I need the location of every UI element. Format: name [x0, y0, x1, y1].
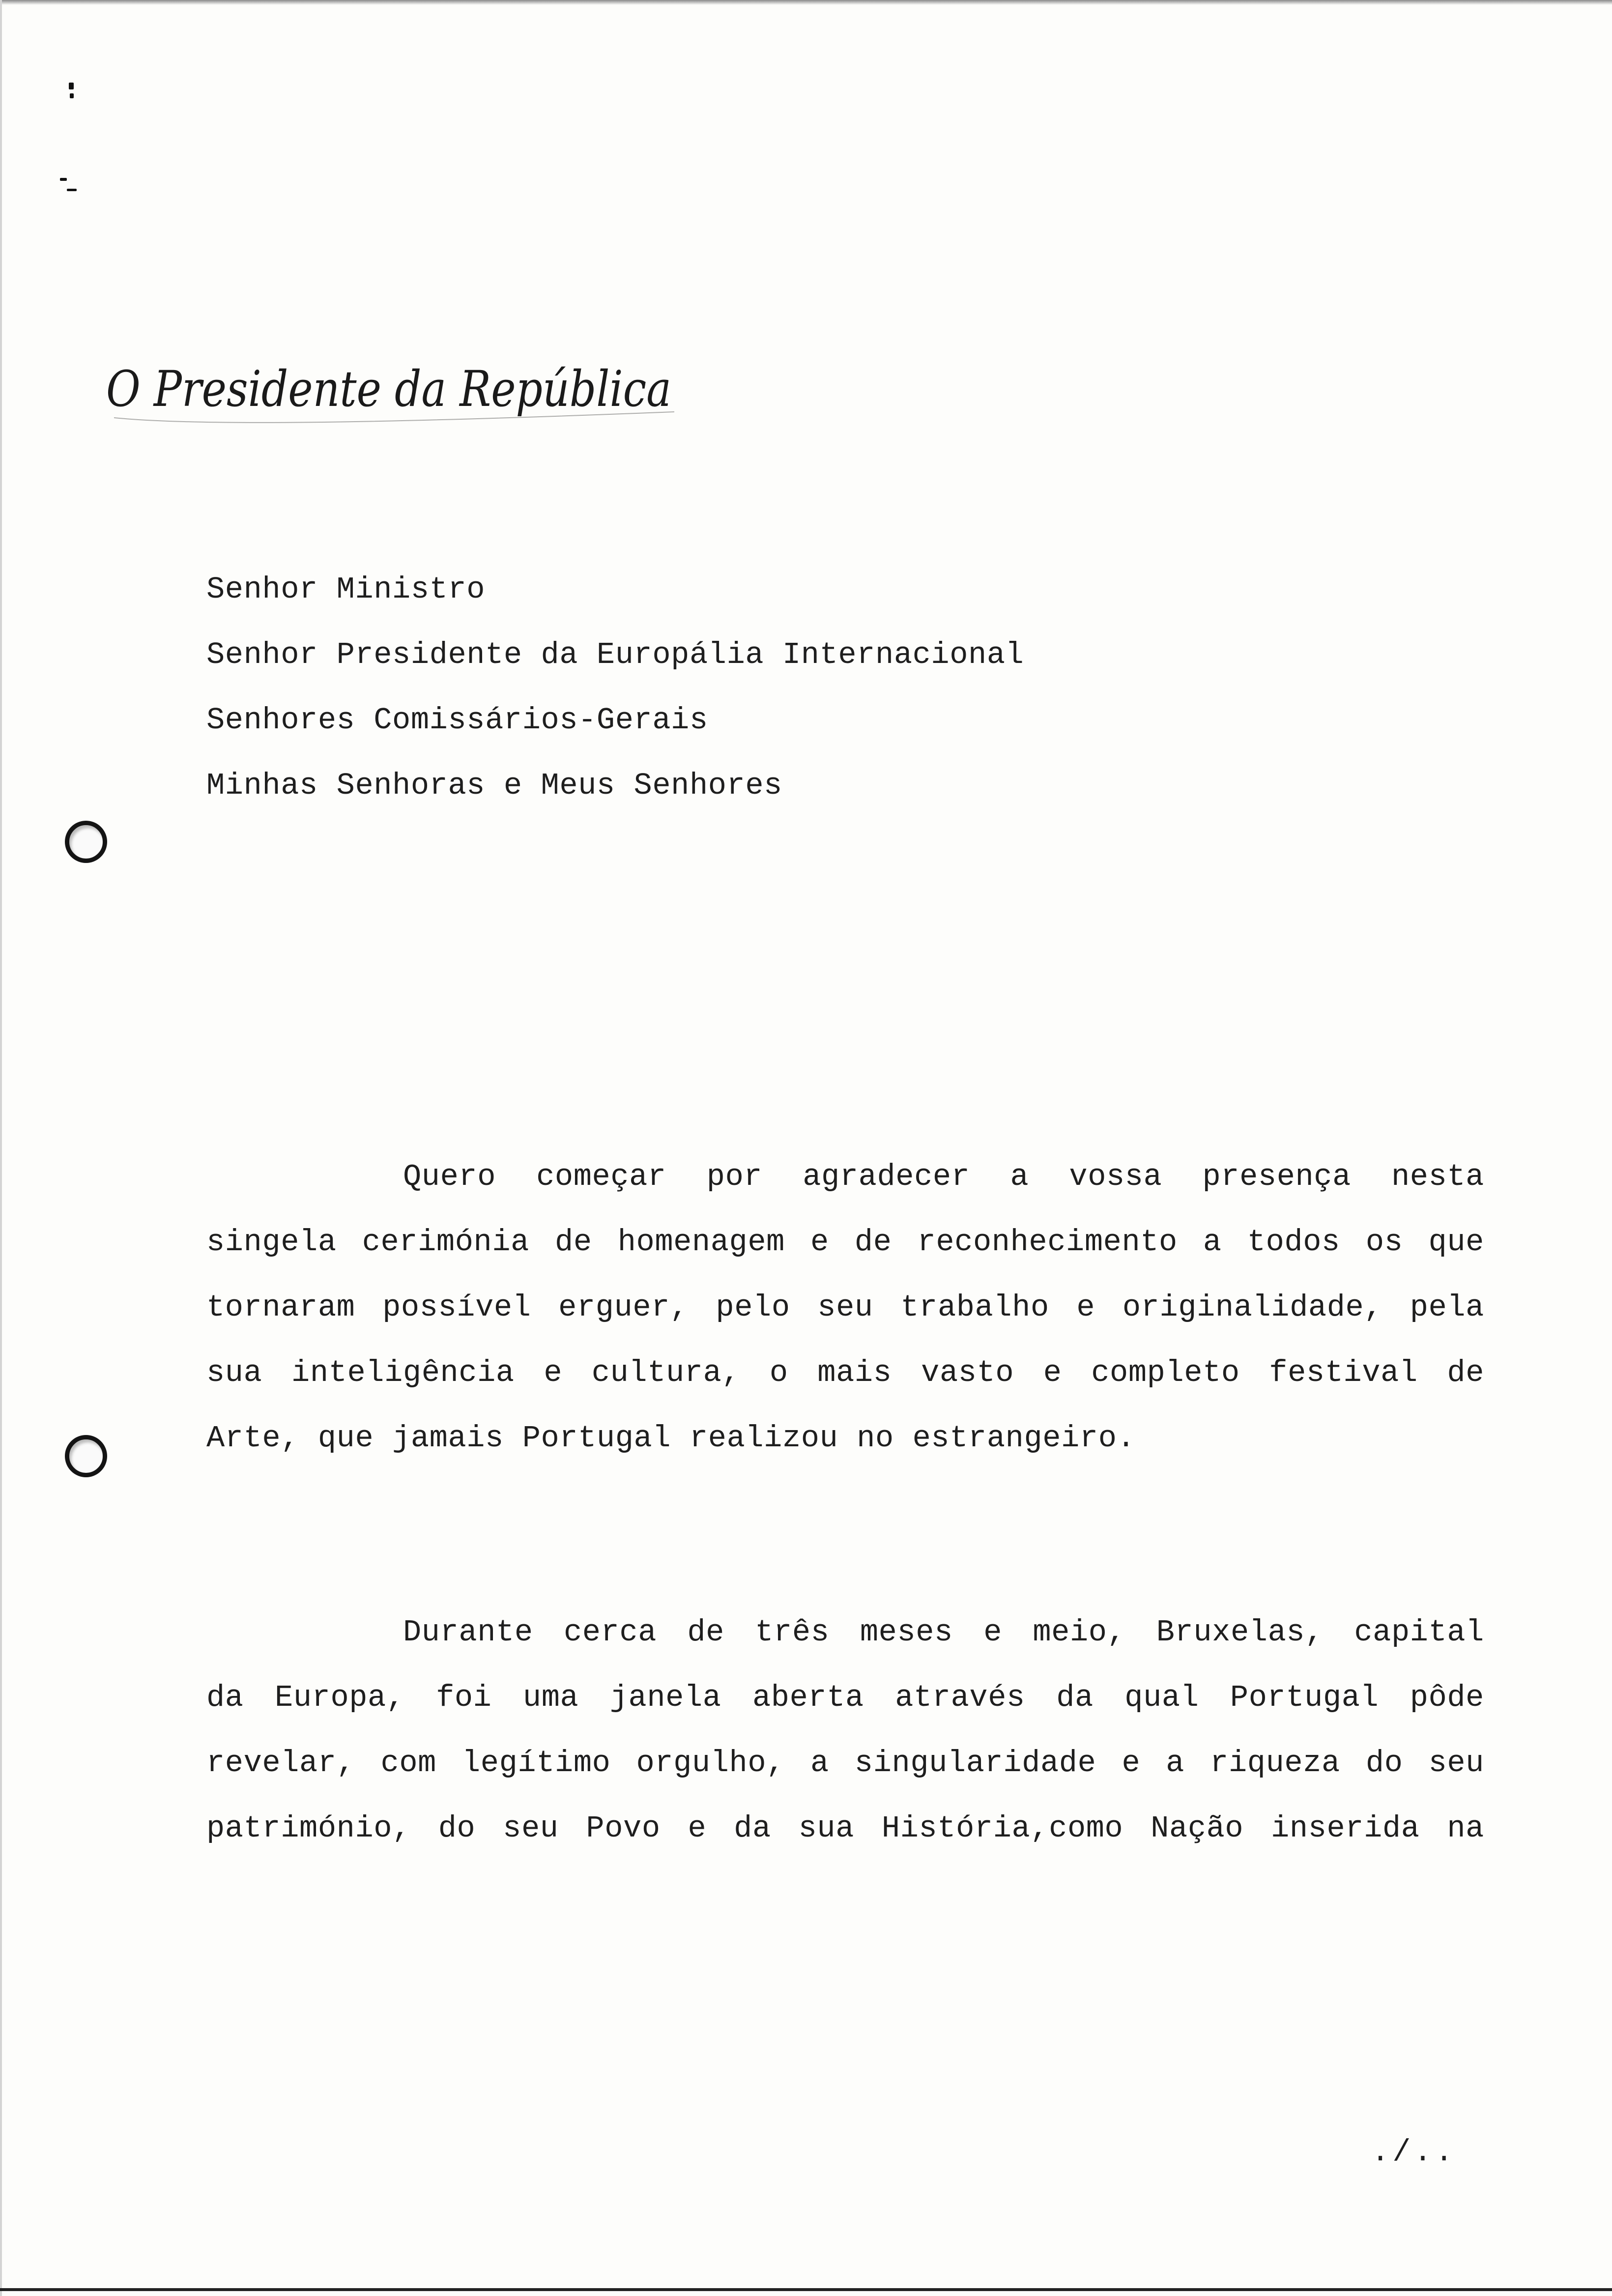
- margin-mark-4: [67, 189, 77, 191]
- margin-mark-2: [70, 93, 74, 98]
- paragraph-1-line-2: singela cerimónia de homenagem e de reconhecimento a todos os que: [206, 1225, 1484, 1260]
- continuation-mark: ./..: [1371, 2135, 1456, 2170]
- paragraph-1-line-5: Arte, que jamais Portugal realizou no estrangeiro.: [206, 1421, 1136, 1456]
- letterhead-script-logo: [104, 344, 694, 442]
- margin-mark-1: [69, 83, 74, 89]
- salutation-line-2: Senhor Presidente da Europália Internacional: [206, 637, 1024, 672]
- salutation-line-1: Senhor Ministro: [206, 572, 486, 607]
- paragraph-2-line-3: revelar, com legítimo orgulho, a singularidade e a riqueza do seu: [206, 1746, 1484, 1780]
- margin-mark-3: [60, 178, 67, 181]
- paragraph-1-line-4: sua inteligência e cultura, o mais vasto e completo festival de: [206, 1355, 1484, 1390]
- paragraph-1-line-1: Quero começar por agradecer a vossa presença nesta: [403, 1159, 1484, 1194]
- punch-hole-bottom: [65, 1435, 107, 1477]
- paragraph-2-line-1: Durante cerca de três meses e meio, Bruxelas, capital: [403, 1615, 1484, 1650]
- letterhead: [104, 344, 694, 442]
- scan-edge-bottom: [0, 2288, 1612, 2291]
- paragraph-2-line-2: da Europa, foi uma janela aberta através da qual Portugal pôde: [206, 1680, 1484, 1715]
- punch-hole-top: [65, 821, 107, 863]
- salutation-line-4: Minhas Senhoras e Meus Senhores: [206, 768, 782, 803]
- paragraph-2-line-4: património, do seu Povo e da sua História,como Nação inserida na: [206, 1811, 1484, 1846]
- paragraph-1-line-3: tornaram possível erguer, pelo seu trabalho e originalidade, pela: [206, 1290, 1484, 1325]
- scan-edge-top: [0, 0, 1612, 5]
- scan-edge-left: [0, 0, 2, 2296]
- salutation-line-3: Senhores Comissários-Gerais: [206, 703, 708, 738]
- svg-text:O Presidente da República: O Presidente da República: [106, 360, 671, 418]
